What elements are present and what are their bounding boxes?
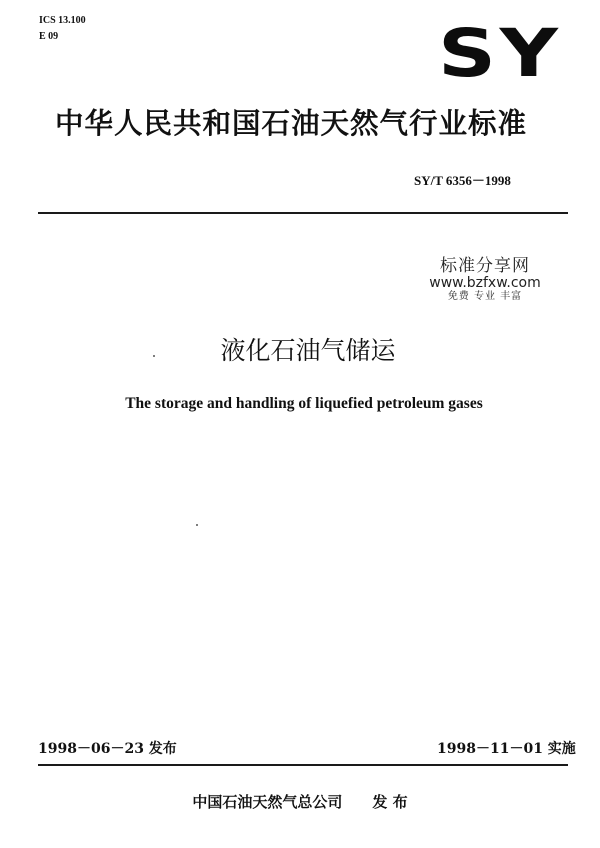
document-title-english: The storage and handling of liquefied petroleum gases — [125, 395, 483, 412]
header-divider — [38, 212, 568, 214]
footer-divider — [38, 764, 568, 766]
standard-code: SY/T 6356－1998 — [414, 173, 511, 188]
ccs-code: E 09 — [39, 31, 59, 42]
implementation-date: 1998－11－01 实施 — [437, 741, 576, 757]
document-title-chinese: 液化石油气储运 — [220, 336, 396, 365]
sy-logo: SY — [438, 15, 562, 92]
speck-mark — [196, 524, 198, 526]
watermark-url: www.bzfxw.com — [429, 275, 541, 291]
watermark-name: 标准分享网 — [440, 256, 530, 276]
publisher-action: 发 布 — [372, 793, 408, 811]
publisher-line — [0, 792, 600, 812]
standard-category-title: 中华人民共和国石油天然气行业标准 — [55, 107, 528, 140]
ics-code: ICS 13.100 — [39, 15, 86, 26]
watermark-slogan: 免费 专业 丰富 — [447, 291, 523, 302]
issue-date: 1998－06－23 发布 — [38, 741, 177, 757]
publisher-name: 中国石油天然气总公司 — [192, 793, 343, 811]
